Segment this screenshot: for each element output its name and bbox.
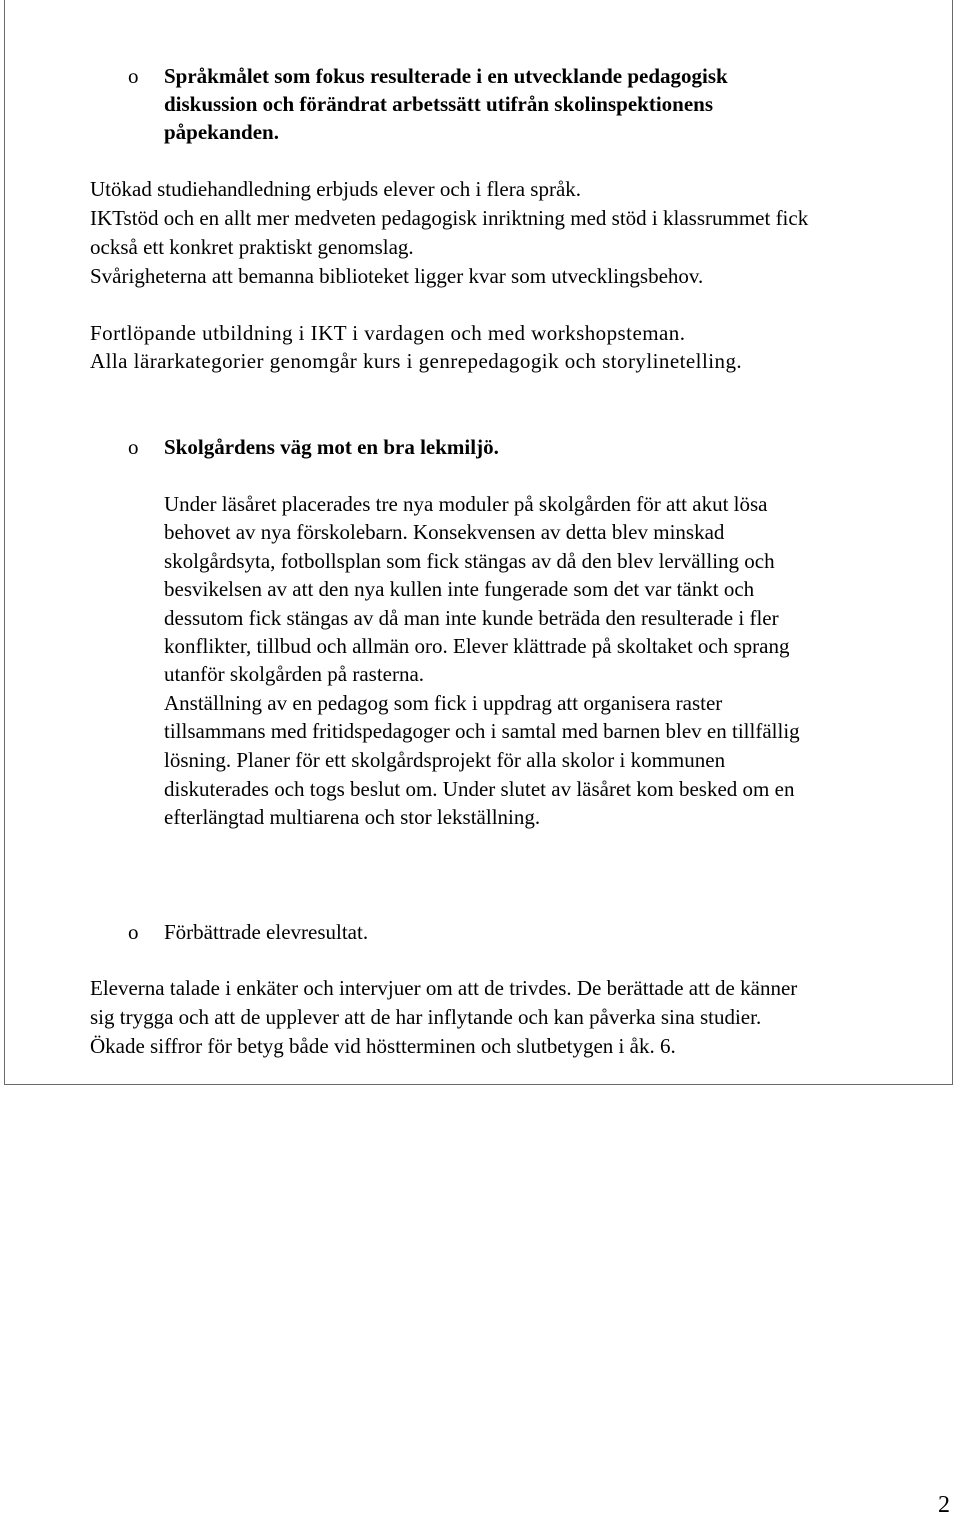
section3-line-2: sig trygga och att de upplever att de har inflytande och kan påverka sina studier.: [90, 1005, 762, 1029]
section2-line-6: konflikter, tillbud och allmän oro. Elever klättrade på skoltaket och sprang: [164, 634, 790, 658]
block2-line-1: Fortlöpande utbildning i IKT i vardagen och med workshopsteman.: [90, 321, 686, 345]
section1-line-1: Språkmålet som fokus resulterade i en utvecklande pedagogisk: [164, 64, 728, 88]
section1-line-3: påpekanden.: [164, 120, 279, 144]
block2-line-2: Alla lärarkategorier genomgår kurs i genrepedagogik och storylinetelling.: [90, 349, 743, 373]
section2-line-12: efterlängtad multiarena och stor lekställning.: [164, 805, 541, 829]
bullet-marker-2: o: [128, 435, 139, 459]
bullet-marker-3: o: [128, 920, 139, 944]
section2-heading: Skolgårdens väg mot en bra lekmiljö.: [164, 435, 499, 459]
section2-line-10: lösning. Planer för ett skolgårdsprojekt för alla skolor i kommunen: [164, 748, 726, 772]
section2-line-11: diskuterades och togs beslut om. Under slutet av läsåret kom besked om en: [164, 777, 795, 801]
section2-line-3: skolgårdsyta, fotbollsplan som fick stängas av då den blev lervälling och: [164, 549, 775, 573]
section2-line-1: Under läsåret placerades tre nya moduler på skolgården för att akut lösa: [164, 492, 768, 516]
section2-line-4: besvikelsen av att den nya kullen inte fungerade som det var tänkt och: [164, 577, 755, 601]
block1-line-1: Utökad studiehandledning erbjuds elever och i flera språk.: [90, 177, 582, 201]
section3-line-1: Eleverna talade i enkäter och intervjuer om att de trivdes. De berättade att de känner: [90, 976, 798, 1000]
section3-heading: Förbättrade elevresultat.: [164, 920, 369, 944]
block1-line-4: Svårigheterna att bemanna biblioteket ligger kvar som utvecklingsbehov.: [90, 264, 704, 288]
section2-line-5: dessutom fick stängas av då man inte kunde beträda den resulterade i fler: [164, 606, 779, 630]
section1-line-2: diskussion och förändrat arbetssätt utifrån skolinspektionens: [164, 92, 714, 116]
block1-line-3: också ett konkret praktiskt genomslag.: [90, 235, 414, 259]
page-number: 2: [938, 1492, 950, 1518]
section3-line-3: Ökade siffror för betyg både vid höstterminen och slutbetygen i åk. 6.: [90, 1034, 676, 1058]
section2-line-9: tillsammans med fritidspedagoger och i samtal med barnen blev en tillfällig: [164, 719, 800, 743]
section2-line-7: utanför skolgården på rasterna.: [164, 662, 425, 686]
bullet-marker-1: o: [128, 64, 139, 88]
section2-line-8: Anställning av en pedagog som fick i uppdrag att organisera raster: [164, 691, 723, 715]
block1-line-2: IKTstöd och en allt mer medveten pedagogisk inriktning med stöd i klassrummet fick: [90, 206, 809, 230]
section2-line-2: behovet av nya förskolebarn. Konsekvensen av detta blev minskad: [164, 520, 725, 544]
